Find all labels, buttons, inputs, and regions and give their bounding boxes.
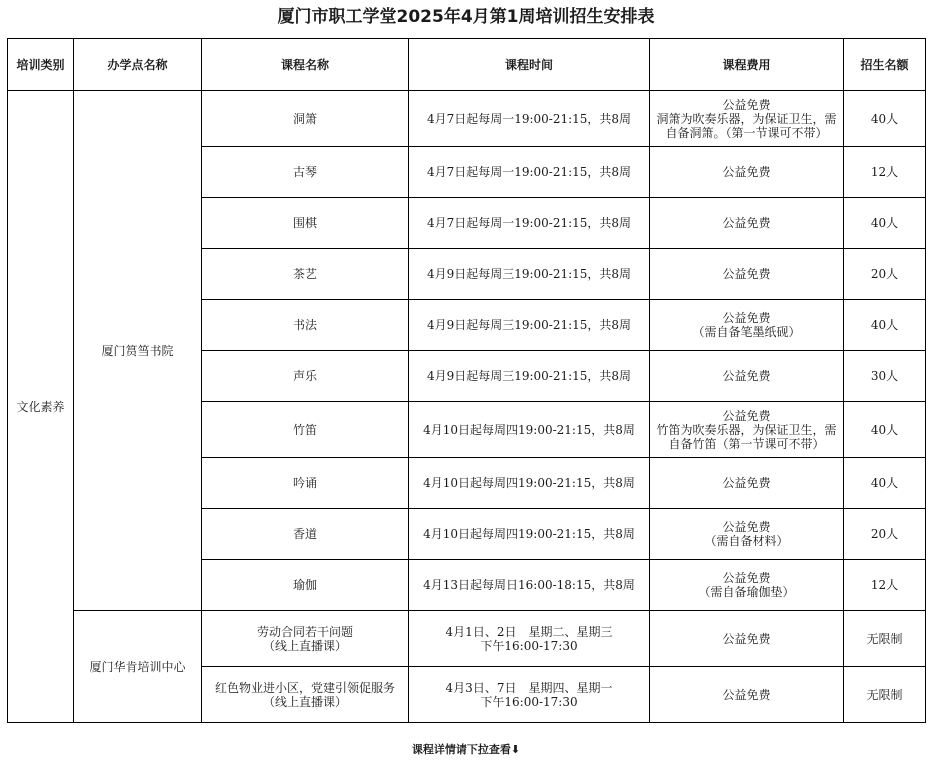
quota-cell: 12人 [844,560,926,611]
time-cell [409,198,650,249]
course-cell-line: 书法 [292,318,317,332]
course-cell [202,351,409,402]
course-cell-line: （线上直播课） [262,638,347,653]
fee-cell-line: 自备洞箫。（第一节课可不带） [665,125,828,140]
time-cell-line: 4月7日起每周一19:00-21:15，共8周 [426,165,632,179]
course-cell-line: 围棋 [292,216,317,230]
course-cell-line: 劳动合同若干问题 [256,624,353,639]
footer-note: 课程详情请下拉查看⬇ [411,743,521,756]
time-cell-line: 4月10日起每周四19:00-21:15，共8周 [423,476,635,490]
quota-cell: 40人 [844,458,926,509]
quota-cell: 无限制 [844,611,926,667]
fee-cell-line: （需自备材料） [704,534,789,548]
fee-cell-line: 公益免费 [722,687,771,702]
header-category: 培训类别 [8,39,74,91]
fee-cell-line: 公益免费 [722,476,771,490]
fee-cell-line: （需自备瑜伽垫） [698,585,795,599]
time-cell [409,458,650,509]
page-title: 厦门市职工学堂2025年4月第1周培训招生安排表 [277,7,655,27]
fee-cell [650,91,844,147]
course-cell [202,91,409,147]
venue-cell: 厦门筼筜书院 [74,91,202,611]
time-cell-line: 4月3日、7日 星期四、星期一 [445,680,613,695]
fee-cell-line: （需自备笔墨纸砚） [692,325,801,339]
fee-cell-line: 公益免费 [722,165,771,179]
course-cell-line: 洞箫 [292,111,317,126]
time-cell-line: 4月7日起每周一19:00-21:15，共8周 [426,216,632,230]
time-cell [409,91,650,147]
quota-cell: 12人 [844,147,926,198]
header-quota: 招生名额 [844,39,926,91]
fee-cell-line: 公益免费 [722,311,771,325]
time-cell-line: 4月9日起每周三19:00-21:15，共8周 [426,267,632,281]
quota-cell: 20人 [844,509,926,560]
time-cell [409,300,650,351]
time-cell-line: 下午16:00-17:30 [480,694,578,709]
course-cell [202,147,409,198]
time-cell-line: 下午16:00-17:30 [480,638,578,653]
header-venue: 办学点名称 [74,39,202,91]
quota-cell: 40人 [844,91,926,147]
course-cell [202,198,409,249]
fee-cell [650,249,844,300]
course-cell [202,667,409,723]
fee-cell-line: 公益免费 [722,571,771,585]
quota-cell: 40人 [844,198,926,249]
time-cell [409,560,650,611]
course-cell [202,509,409,560]
time-cell-line: 4月1日、2日 星期二、星期三 [445,624,613,639]
time-cell [409,611,650,667]
time-cell-line: 4月13日起每周日16:00-18:15，共8周 [423,578,635,592]
course-cell-line: 声乐 [292,369,317,383]
course-cell [202,300,409,351]
course-cell [202,402,409,458]
fee-cell [650,300,844,351]
course-cell-line: 茶艺 [292,267,317,281]
fee-cell [650,509,844,560]
table-row [8,91,926,147]
course-cell-line: 竹笛 [292,422,317,437]
course-cell-line: 香道 [292,527,317,541]
fee-cell-line: 公益免费 [722,369,771,383]
fee-cell-line: 公益免费 [722,216,771,230]
header-time: 课程时间 [409,39,650,91]
fee-cell [650,667,844,723]
time-cell-line: 4月10日起每周四19:00-21:15，共8周 [423,422,635,437]
time-cell-line: 4月9日起每周三19:00-21:15，共8周 [426,369,632,383]
fee-cell-line: 自备竹笛（第一节课可不带） [668,436,825,451]
course-cell-line: 瑜伽 [292,578,317,592]
time-cell [409,509,650,560]
time-cell [409,249,650,300]
category-cell: 文化素养 [8,91,74,723]
fee-cell-line: 公益免费 [722,267,771,281]
fee-cell-line: 公益免费 [722,631,771,646]
header-fee: 课程费用 [650,39,844,91]
fee-cell [650,147,844,198]
header-course: 课程名称 [202,39,409,91]
fee-cell [650,198,844,249]
fee-cell [650,402,844,458]
course-cell [202,560,409,611]
quota-cell: 40人 [844,300,926,351]
fee-cell [650,560,844,611]
course-cell [202,249,409,300]
venue-cell: 厦门华肯培训中心 [74,611,202,723]
fee-cell [650,351,844,402]
table-row [8,611,926,667]
quota-cell: 30人 [844,351,926,402]
time-cell-line: 4月9日起每周三19:00-21:15，共8周 [426,318,632,332]
time-cell [409,402,650,458]
quota-cell: 20人 [844,249,926,300]
quota-cell: 40人 [844,402,926,458]
fee-cell-line: 公益免费 [722,97,771,112]
course-cell-line: 吟诵 [292,476,317,490]
fee-cell-line: 公益免费 [722,408,771,423]
fee-cell-line: 公益免费 [722,520,771,534]
header-row [8,39,926,91]
fee-cell [650,458,844,509]
time-cell [409,147,650,198]
quota-cell: 无限制 [844,667,926,723]
fee-cell [650,611,844,667]
fee-cell-line: 竹笛为吹奏乐器，为保证卫生，需 [656,422,837,437]
time-cell [409,667,650,723]
time-cell-line: 4月7日起每周一19:00-21:15，共8周 [426,111,632,126]
table-body [8,91,926,723]
course-cell-line: 红色物业进小区，党建引领促服务 [214,680,395,695]
time-cell [409,351,650,402]
course-cell-line: 古琴 [292,165,317,179]
course-cell-line: （线上直播课） [262,694,347,709]
schedule-table [7,38,926,723]
fee-cell-line: 洞箫为吹奏乐器，为保证卫生，需 [656,111,837,126]
course-cell [202,611,409,667]
time-cell-line: 4月10日起每周四19:00-21:15，共8周 [423,527,635,541]
course-cell [202,458,409,509]
